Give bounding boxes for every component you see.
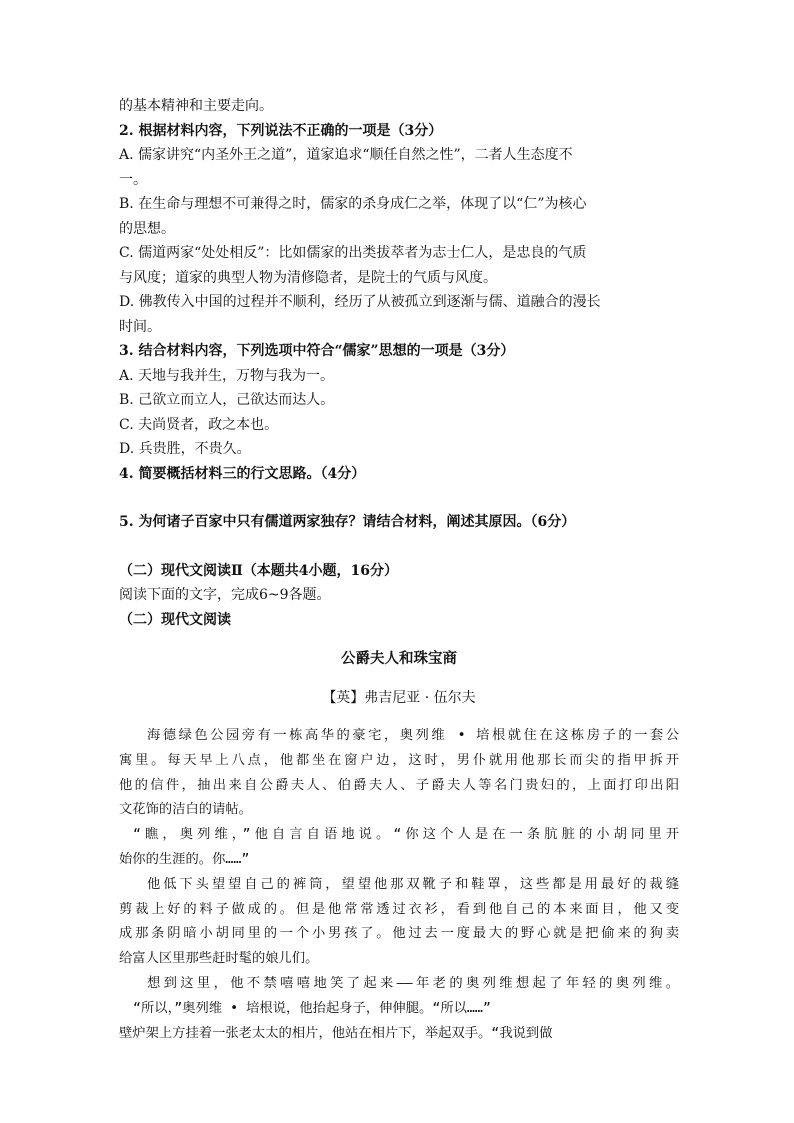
option-2b: B. 在生命与理想不可兼得之时，儒家的杀身成仁之举，体现了以“仁”为核心 (119, 196, 587, 212)
option-2c-cont: 与风度；道家的典型人物为清修隐者，是院士的气质与风度。 (119, 269, 497, 286)
story-line: 壁炉架上方挂着一张老太太的相片，他站在相片下，举起双手。“我说到做 (119, 1025, 553, 1041)
option-2a: A. 儒家讲究“内圣外王之道”，道家追求“顺任自然之性”，二者人生态度不 (119, 147, 573, 163)
story-line: 寓里。每天早上八点，他都坐在窗户边，这时，男仆就用他那长而尖的指甲拆开 (119, 752, 679, 768)
option-2a-cont: 一。 (119, 171, 147, 188)
option-3d: D. 兵贵胜，不贵久。 (119, 441, 251, 457)
option-2b-cont: 的思想。 (119, 220, 175, 237)
option-3c: C. 夫尚贤者，政之本也。 (119, 416, 279, 433)
option-2c: C. 儒道两家“处处相反”：比如儒家的出类拔萃者为志士仁人，是忠良的气质 (119, 245, 587, 261)
story-line: 想到这里，他不禁嘻嘻地笑了起来——年老的奥列维想起了年轻的奥列维。 (147, 975, 679, 991)
story-line: 他的信件，抽出来自公爵夫人、伯爵夫人、子爵夫人等名门贵妇的，上面打印出阳 (119, 777, 679, 793)
story-line: 海德绿色公园旁有一栋高华的豪宅，奥列维 • 培根就住在这栋房子的一套公 (147, 728, 679, 743)
story-line: 他低下头望望自己的裤筒，望望他那双靴子和鞋罩，这些都是用最好的裁缝 (147, 876, 679, 892)
story-line: 成那条阴暗小胡同里的一个小男孩了。他过去一度最大的野心就是把偷来的狗卖 (119, 926, 679, 942)
option-2d-cont: 时间。 (119, 318, 161, 335)
story-line: 始你的生涯的。你……” (119, 851, 250, 867)
section-heading: （二）现代文阅读Ⅱ（本题共4小题，16分） (119, 562, 399, 579)
question-2: 2. 根据材料内容，下列说法不正确的一项是（3分） (119, 122, 443, 139)
document-page (119, 94, 679, 1046)
option-2d: D. 佛教传入中国的过程并不顺利，经历了从被孤立到逐渐与儒、道融合的漫长 (119, 294, 601, 310)
option-3a: A. 天地与我并生，万物与我为一。 (119, 367, 335, 384)
text-line: 的基本精神和主要走向。 (119, 98, 273, 114)
option-3b: B. 己欲立而立人，己欲达而达人。 (119, 392, 335, 408)
story-line: “所以，”奥列维 • 培根说，他抬起身子，伸伸腿。“所以……” (133, 1000, 491, 1016)
story-line: 文花饰的洁白的请帖。 (119, 802, 252, 818)
story-line: 剪裁上好的料子做成的。但是他常常透过衣衫，看到他自己的本来面目，他又变 (119, 901, 679, 917)
story-line: “瞧，奥列维，”他自言自语地说。“你这个人是在一条肮脏的小胡同里开 (133, 827, 679, 843)
section-heading-2: （二）现代文阅读 (119, 611, 231, 628)
question-5: 5. 为何诸子百家中只有儒道两家独存？请结合材料，阐述其原因。（6分） (119, 514, 576, 530)
story-line: 给富人区里那些赶时髦的娘儿们。 (119, 951, 319, 967)
story-title: 公爵夫人和珠宝商 (341, 649, 457, 667)
story-author: 【英】弗吉尼亚 · 伍尔夫 (322, 689, 476, 706)
question-4: 4. 简要概括材料三的行文思路。（4分） (119, 465, 366, 482)
question-3: 3. 结合材料内容，下列选项中符合“儒家”思想的一项是（3分） (119, 343, 515, 359)
section-instruction: 阅读下面的文字，完成6~9各题。 (119, 587, 331, 603)
